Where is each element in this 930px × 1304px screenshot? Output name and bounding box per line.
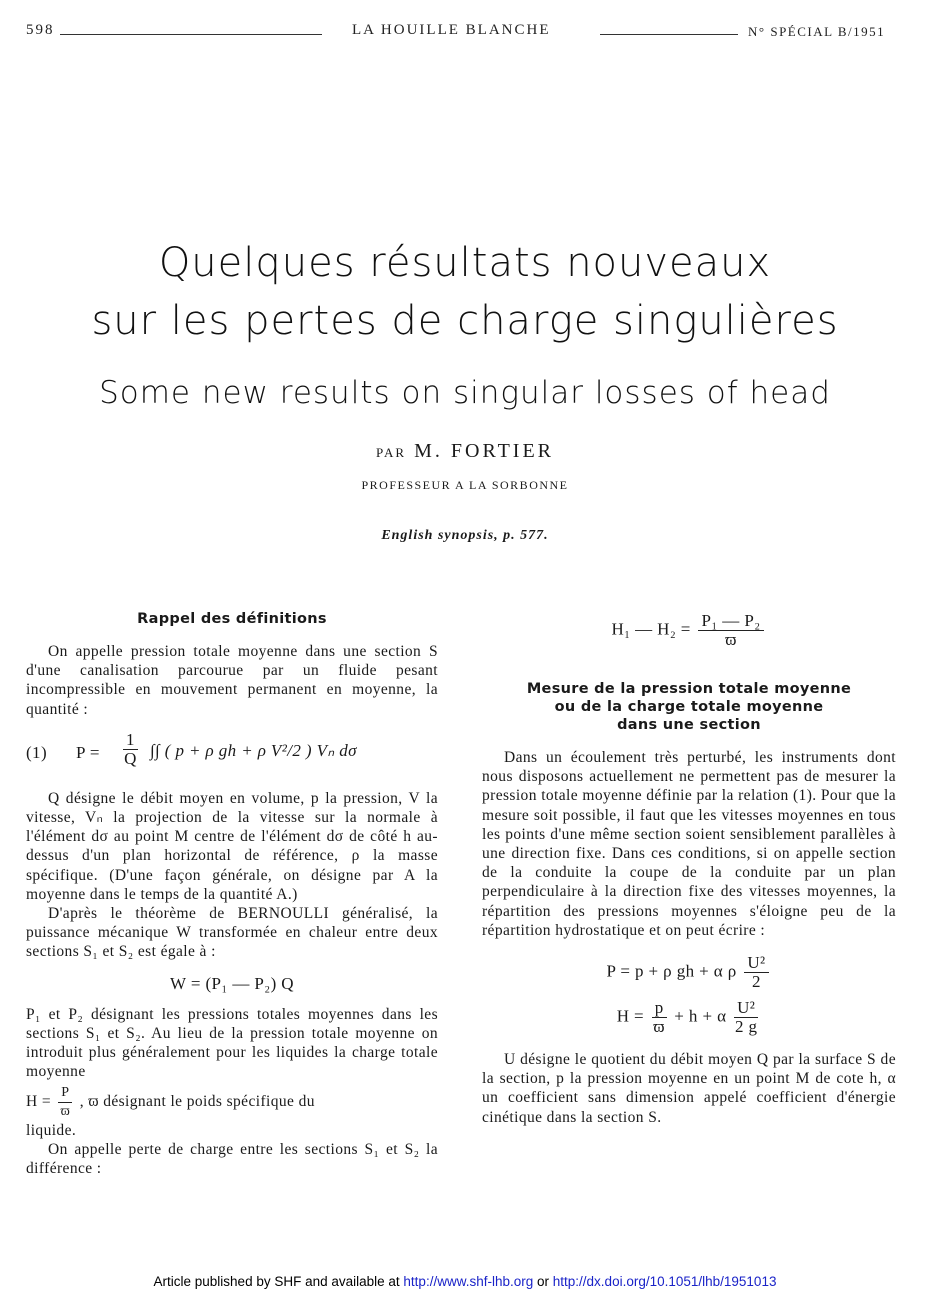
equation-5-lhs: P = p + ρ gh + α ρ (606, 961, 737, 981)
page-number: 598 (26, 22, 55, 38)
equation-3-line (26, 1084, 438, 1121)
heading-line-3: dans une section (617, 717, 761, 733)
equation-1-body: ∫∫ ( p + ρ gh + ρ V²/2 ) Vₙ dσ (150, 740, 357, 760)
equation-6-den: ϖ (653, 1017, 665, 1037)
equation-6-lhs: H = (616, 1006, 645, 1026)
footer-link-doi[interactable]: http://dx.doi.org/10.1051/lhb/1951013 (552, 1274, 777, 1289)
footer (0, 1274, 930, 1289)
equation-4-lhs: H₁ — H₂ = (611, 619, 691, 639)
equation-1-fraction (123, 731, 138, 768)
equation-4-den: ϖ (725, 630, 737, 649)
footer-text: Article published by SHF and available at (153, 1274, 400, 1289)
header-rule-left (60, 34, 322, 35)
equation-1 (26, 731, 438, 775)
paragraph-mesure: Dans un écoulement très perturbé, les instruments dont nous disposons actuellement ne permettent pas de mesurer la pression totale moyenne définie par la relation (1). Pour que la mesure soit possible, il faut que les vitesses moyennes en tous les points d'une même section soient sensiblement parallèles à une direction fixe. Dans ces conditions, si on appelle section de la conduite la coupe de la conduite par un plan perpendiculaire à la direction fixe des vitesses moyennes, la répartition des pressions moyennes s'éloigne peu de la répartition hydrostatique et on peut écrire : (482, 749, 896, 939)
equation-5-fraction (744, 954, 768, 991)
equation-3-den: ϖ (60, 1103, 71, 1119)
paragraph-definitions-u: U désigne le quotient du débit moyen Q par la surface S de la section, p la pression moyenne en un point M de cote h, α un coefficient sans dimension appelé coefficient d'énergie cinétique dans la section S. (482, 1051, 896, 1126)
paragraph-notation: Q désigne le débit moyen en volume, p la pression, V la vitesse, Vₙ la projection de la vitesse sur la normale à l'élément dσ au point M centre de l'élément dσ de côté h au-dessus d'un plan horizontal de référence, ρ la masse spécifique. (D'une façon générale, on désigne par A la moyenne dans le temps de la quantité A.) (26, 789, 438, 903)
equation-6-den-2: 2 g (734, 1017, 758, 1037)
paragraph-charge: P₁ et P₂ désignant les pressions totales moyennes dans les sections S₁ et S₂. Au lieu de la pression totale moyenne on introduit plus généralement pour les liquides la charge totale moyenne (26, 1005, 438, 1081)
author-par: PAR (375, 445, 407, 460)
equation-6-num-2: U² (734, 999, 758, 1018)
paragraph-liquide: liquide. (26, 1121, 77, 1139)
heading-line-1: Mesure de la pression totale moyenne (526, 681, 852, 697)
right-column (482, 612, 896, 1127)
equation-4-num: P₁ — P₂ (698, 612, 763, 631)
section-heading-definitions: Rappel des définitions (137, 611, 327, 627)
equation-5-num: U² (744, 954, 768, 973)
equation-4-fraction (698, 612, 763, 649)
equation-5-den: 2 (751, 972, 761, 992)
equation-3-lhs: H = (26, 1092, 52, 1110)
equation-6-fraction-2 (734, 999, 758, 1036)
author-line (0, 440, 930, 463)
paragraph-perte: On appelle perte de charge entre les sections S₁ et S₂ la différence : (26, 1140, 438, 1178)
title-line-1: Quelques résultats nouveaux (158, 240, 772, 286)
equation-6-fraction-1 (652, 999, 667, 1036)
equation-4 (482, 612, 896, 658)
equation-1-label: (1) (26, 742, 48, 762)
equation-3-num: P (58, 1084, 72, 1103)
equation-2: W = (P₁ — P₂) Q (170, 973, 294, 993)
english-title: Some new results on singular losses of head (99, 375, 831, 411)
equation-6 (482, 999, 896, 1036)
english-synopsis: English synopsis, p. 577. (381, 528, 549, 543)
section-heading-mesure (482, 680, 896, 734)
heading-line-2: ou de la charge totale moyenne (554, 699, 824, 715)
footer-link-shf[interactable]: http://www.shf-lhb.org (403, 1274, 534, 1289)
equation-1-lhs: P = (76, 742, 100, 762)
left-column (26, 610, 438, 1178)
issue-label: N° SPÉCIAL B/1951 (748, 24, 886, 39)
equation-1-den: Q (124, 748, 137, 768)
author-affiliation: PROFESSEUR A LA SORBONNE (361, 478, 569, 492)
equation-3-fraction (58, 1084, 72, 1121)
journal-name: LA HOUILLE BLANCHE (352, 22, 551, 38)
equation-5 (482, 954, 896, 991)
footer-or: or (537, 1274, 550, 1289)
equation-1-num: 1 (123, 731, 138, 750)
title-line-2: sur les pertes de charge singulières (91, 298, 839, 344)
paragraph-bernoulli: D'après le théorème de BERNOULLI généralisé, la puissance mécanique W transformée en chaleur entre deux sections S₁ et S₂ est égale à : (26, 905, 438, 961)
header-rule-right (600, 34, 738, 35)
paragraph-definition: On appelle pression totale moyenne dans une section S d'une canalisation parcourue par un fluide pesant incompressible en mouvement permanent en moyenne, la quantité : (26, 643, 438, 718)
equation-6-num: p (652, 999, 667, 1018)
equation-3-rest: , ϖ désignant le poids spécifique du (79, 1092, 315, 1110)
author-name: M. FORTIER (414, 440, 555, 462)
equation-6-mid: + h + α (674, 1006, 727, 1026)
